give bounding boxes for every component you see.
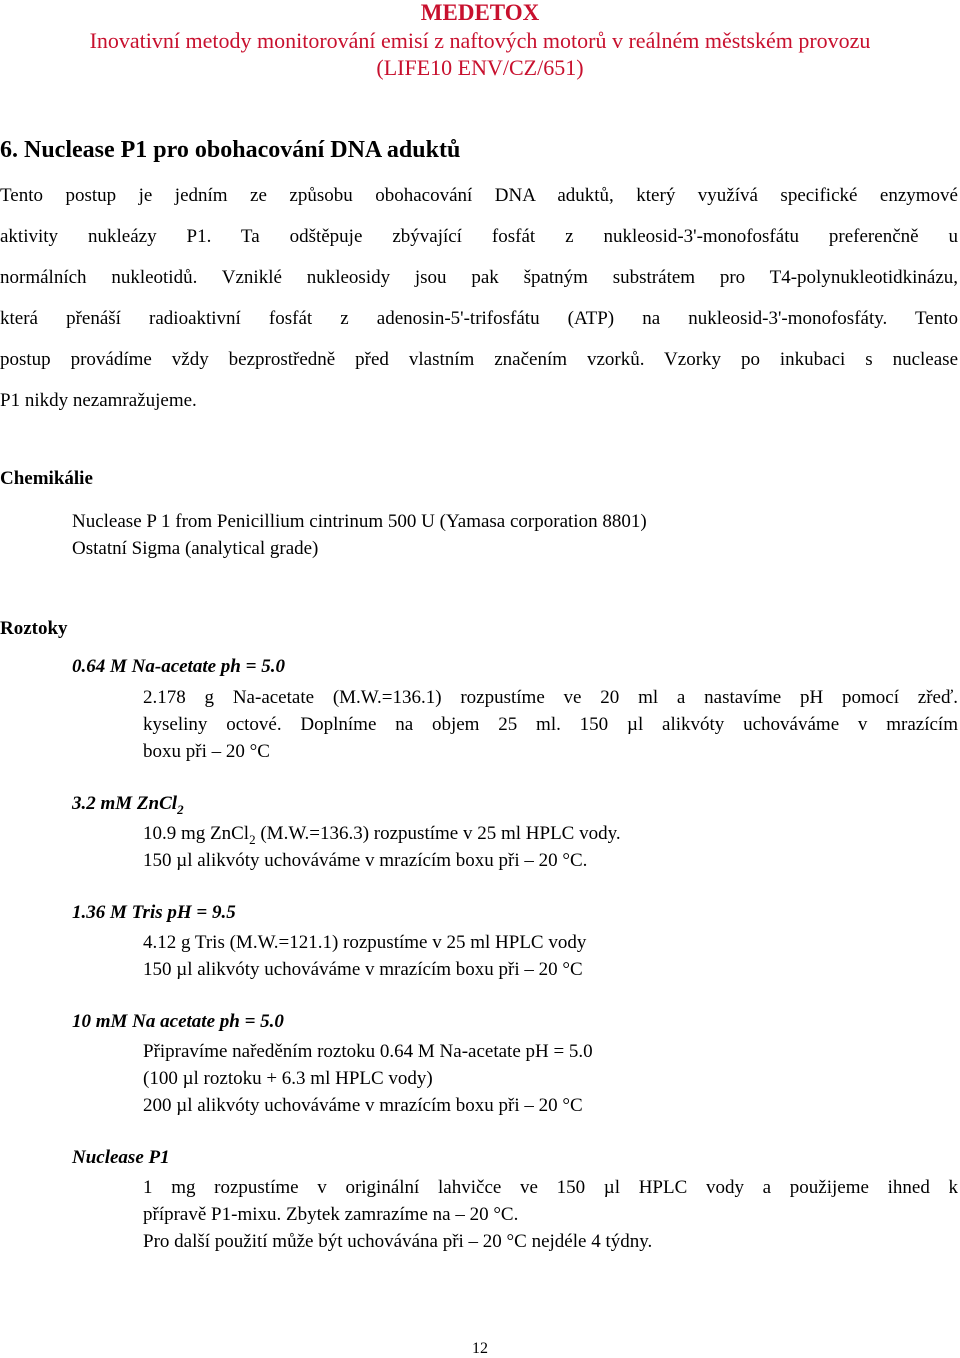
subscript: 2	[249, 831, 256, 847]
intro-line: postup provádíme vždy bezprostředně před vlastním značením vzorků. Vzorky po inkubaci s nuclease	[0, 349, 958, 370]
solution-body	[143, 684, 958, 765]
subscript: 2	[177, 801, 184, 817]
solution-line: 4.12 g Tris (M.W.=121.1) rozpustíme v 25 ml HPLC vody	[143, 932, 587, 953]
solution-line-part: 10.9 mg ZnCl	[143, 823, 250, 844]
solution-title: 0.64 M Na-acetate ph = 5.0	[72, 656, 285, 677]
solution-line: 1 mg rozpustíme v originální lahvičce ve 150 µl HPLC vody a použijeme ihned k	[143, 1177, 958, 1198]
chemical-item: Nuclease P 1 from Penicillium cintrinum 500 U (Yamasa corporation 8801)	[72, 511, 647, 532]
solution-line	[143, 820, 958, 847]
solution-body	[143, 1038, 958, 1119]
page-number: 12	[472, 1340, 488, 1357]
solution-line: Pro další použití může být uchovávána při – 20 °C nejdéle 4 týdny.	[143, 1231, 653, 1252]
solution-title: Nuclease P1	[72, 1147, 170, 1168]
solution-line: boxu při – 20 °C	[143, 741, 270, 762]
solution-title: 1.36 M Tris pH = 9.5	[72, 902, 236, 923]
solution-line: přípravě P1-mixu. Zbytek zamrazíme na – 20 °C.	[143, 1204, 519, 1225]
intro-line: Tento postup je jedním ze způsobu obohacování DNA aduktů, který využívá specifické enzymové	[0, 185, 958, 206]
solution-line-part: (M.W.=136.3) rozpustíme v 25 ml HPLC vody.	[255, 823, 621, 844]
solution-line: (100 µl roztoku + 6.3 ml HPLC vody)	[143, 1068, 433, 1089]
solution-body	[143, 929, 958, 983]
intro-line: která přenáší radioaktivní fosfát z adenosin-5'-trifosfátu (ATP) na nukleosid-3'-monofosfáty. Tento	[0, 308, 958, 329]
solution-title: 10 mM Na acetate ph = 5.0	[72, 1011, 284, 1032]
solution-title-text: 3.2 mM ZnCl	[72, 793, 178, 814]
solution-line: Připravíme naředěním roztoku 0.64 M Na-acetate pH = 5.0	[143, 1041, 593, 1062]
chemical-item: Ostatní Sigma (analytical grade)	[72, 538, 319, 559]
solution-line: kyseliny octové. Doplníme na objem 25 ml. 150 µl alikvóty uchováváme v mrazícím	[143, 714, 958, 735]
section-heading: 6. Nuclease P1 pro obohacování DNA aduktů	[0, 137, 461, 163]
solution-line: 200 µl alikvóty uchováváme v mrazícím boxu při – 20 °C	[143, 1095, 583, 1116]
solution-line: 150 µl alikvóty uchováváme v mrazícím boxu při – 20 °C	[143, 959, 583, 980]
chemicals-heading: Chemikálie	[0, 468, 93, 489]
intro-paragraph	[0, 175, 958, 421]
header-title: MEDETOX	[420, 0, 540, 25]
header-subtitle: Inovativní metody monitorování emisí z naftových motorů v reálném městském provozu	[89, 28, 871, 53]
solution-line: 150 µl alikvóty uchováváme v mrazícím boxu při – 20 °C.	[143, 850, 588, 871]
solution-body	[143, 1174, 958, 1255]
intro-line: normálních nukleotidů. Vzniklé nukleosidy jsou pak špatným substrátem pro T4-polynukleotidkinázu,	[0, 267, 958, 288]
solution-body	[143, 820, 958, 874]
intro-line: P1 nikdy nezamražujeme.	[0, 390, 197, 411]
solution-title	[72, 793, 184, 818]
intro-line: aktivity nukleázy P1. Ta odštěpuje zbývající fosfát z nukleosid-3'-monofosfátu preferenčně u	[0, 226, 958, 247]
solutions-heading: Roztoky	[0, 618, 68, 639]
solution-line: 2.178 g Na-acetate (M.W.=136.1) rozpustíme ve 20 ml a nastavíme pH pomocí zřeď.	[143, 687, 958, 708]
header-project-code: (LIFE10 ENV/CZ/651)	[376, 55, 584, 80]
